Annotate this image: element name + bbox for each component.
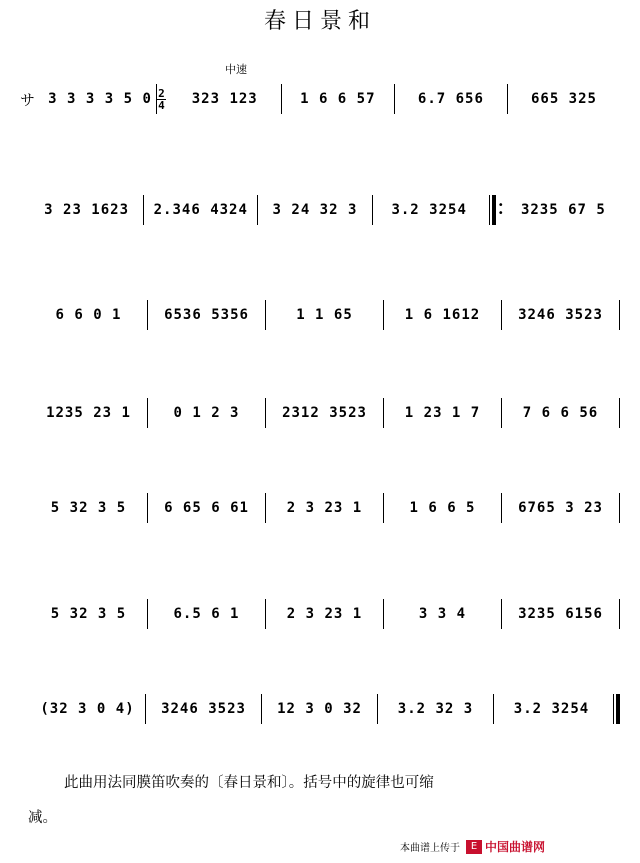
measure: 5 32 3 5 bbox=[50, 500, 127, 516]
tempo-marking: 中速 bbox=[225, 63, 247, 76]
note-line-1: 此曲用法同膜笛吹奏的〔春日景和〕。括号中的旋律也可缩 bbox=[64, 775, 434, 791]
score-row-2 bbox=[30, 193, 620, 227]
measure: 6 65 6 61 bbox=[164, 500, 249, 516]
uploaded-text: 本曲谱上传于 bbox=[400, 843, 460, 854]
free-tempo-symbol: サ bbox=[20, 90, 36, 109]
measure: 1 23 1 7 bbox=[404, 405, 481, 421]
measure: 1235 23 1 bbox=[46, 405, 131, 421]
measure: 1 6 1612 bbox=[404, 307, 481, 323]
measure: 3246 3523 bbox=[518, 307, 603, 323]
score-row-3 bbox=[30, 298, 620, 332]
barline bbox=[619, 300, 620, 330]
score-row-6 bbox=[30, 597, 620, 631]
measure: 6.7 656 bbox=[417, 91, 484, 107]
barline bbox=[619, 599, 620, 629]
score-row-7 bbox=[30, 692, 620, 726]
measure: 2 3 23 1 bbox=[286, 606, 363, 622]
measure: 323 123 bbox=[191, 91, 258, 107]
measure: 1 6 6 5 bbox=[409, 500, 476, 516]
barline bbox=[619, 493, 620, 523]
measure: 5 32 3 5 bbox=[50, 606, 127, 622]
measure: 3 3 3 3 5 0 bbox=[48, 91, 152, 107]
measure: 6 6 0 1 bbox=[55, 307, 122, 323]
time-signature-numerator: 2 bbox=[158, 86, 165, 100]
measure: 3.2 32 3 bbox=[397, 701, 474, 717]
measure: 3246 3523 bbox=[161, 701, 246, 717]
measure: 3 3 4 bbox=[418, 606, 467, 622]
measure: 3 24 32 3 bbox=[272, 202, 358, 218]
measure: 2 3 23 1 bbox=[286, 500, 363, 516]
measure: 3.2 3254 bbox=[391, 202, 467, 218]
measure: 3 23 1623 bbox=[44, 202, 130, 218]
measure: 2.346 4324 bbox=[153, 202, 248, 218]
site-brand[interactable]: 中国曲谱网 bbox=[485, 840, 546, 854]
measure: 12 3 0 32 bbox=[277, 701, 362, 717]
measure: 1 6 6 57 bbox=[300, 91, 376, 107]
final-repeat-barline bbox=[613, 694, 620, 724]
measure: 0 1 2 3 bbox=[173, 405, 240, 421]
measure: 6.5 6 1 bbox=[173, 606, 240, 622]
measure: 7 6 6 56 bbox=[522, 405, 599, 421]
site-logo-icon: E bbox=[466, 840, 482, 854]
time-signature-denominator: 4 bbox=[158, 98, 165, 112]
measure: 2312 3523 bbox=[282, 405, 367, 421]
score-row-1 bbox=[20, 82, 620, 116]
performance-note bbox=[28, 766, 613, 836]
measure: 3235 6156 bbox=[518, 606, 603, 622]
watermark-footer bbox=[400, 838, 545, 855]
measure: (32 3 0 4) bbox=[40, 701, 135, 717]
score-title: 春日景和 bbox=[263, 9, 376, 34]
measure: 665 325 bbox=[530, 91, 597, 107]
barline bbox=[619, 398, 620, 428]
measure: 6765 3 23 bbox=[518, 500, 603, 516]
measure: 3235 67 5 bbox=[520, 202, 606, 218]
score-row-5 bbox=[30, 491, 620, 525]
time-signature bbox=[157, 88, 166, 111]
note-line-2: 减。 bbox=[28, 810, 57, 826]
measure: 3.2 3254 bbox=[513, 701, 590, 717]
measure: 6536 5356 bbox=[164, 307, 249, 323]
measure: 1 1 65 bbox=[296, 307, 353, 323]
repeat-barline: • • bbox=[489, 195, 504, 225]
score-row-4 bbox=[30, 396, 620, 430]
